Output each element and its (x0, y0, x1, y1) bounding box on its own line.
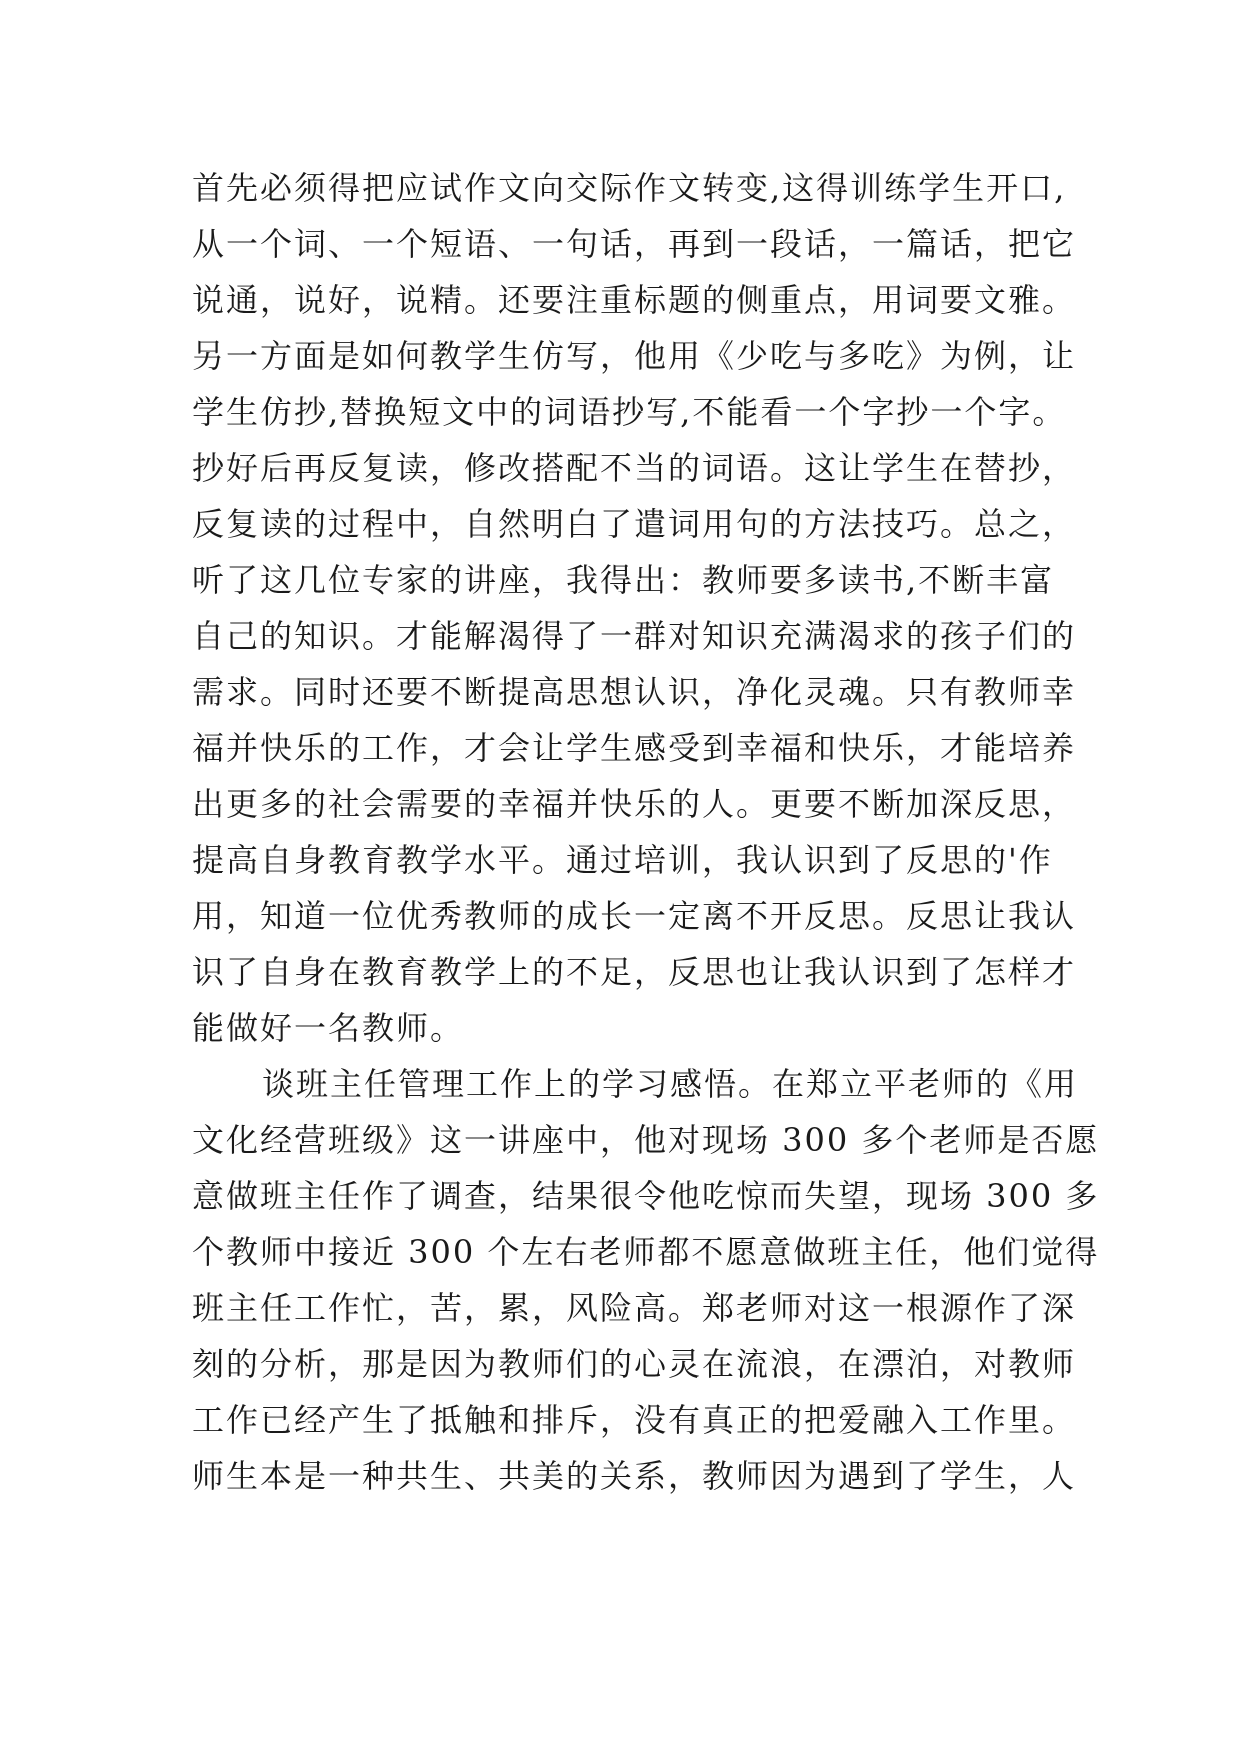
text-line: 另一方面是如何教学生仿写，他用《少吃与多吃》为例，让 (192, 337, 1077, 375)
text-line: 反复读的过程中，自然明白了遣词用句的方法技巧。总之， (192, 505, 1077, 543)
paragraph-first-line: 谈班主任管理工作上的学习感悟。在郑立平老师的《用 (262, 1065, 1079, 1103)
text-line: 福并快乐的工作，才会让学生感受到幸福和快乐，才能培养 (192, 729, 1077, 767)
text-line: 工作已经产生了抵触和排斥，没有真正的把爱融入工作里。 (192, 1401, 1077, 1439)
text-line: 自己的知识。才能解渴得了一群对知识充满渴求的孩子们的 (192, 617, 1077, 655)
text-line: 师生本是一种共生、共美的关系，教师因为遇到了学生，人 (192, 1457, 1077, 1495)
text-line: 意做班主任作了调查，结果很令他吃惊而失望，现场 300 多 (192, 1177, 1100, 1215)
text-line: 能做好一名教师。 (192, 1009, 465, 1047)
text-line: 刻的分析，那是因为教师们的心灵在流浪，在漂泊，对教师 (192, 1345, 1077, 1383)
text-line: 说通，说好，说精。还要注重标题的侧重点，用词要文雅。 (192, 281, 1077, 319)
text-line: 出更多的社会需要的幸福并快乐的人。更要不断加深反思， (192, 785, 1077, 823)
text-line: 用，知道一位优秀教师的成长一定离不开反思。反思让我认 (192, 897, 1077, 935)
text-line: 从一个词、一个短语、一句话，再到一段话，一篇话，把它 (192, 225, 1077, 263)
text-line: 个教师中接近 300 个左右老师都不愿意做班主任，他们觉得 (192, 1233, 1100, 1271)
text-line: 识了自身在教育教学上的不足，反思也让我认识到了怎样才 (192, 953, 1077, 991)
text-line: 学生仿抄,替换短文中的词语抄写,不能看一个字抄一个字。 (192, 393, 1067, 431)
text-line: 文化经营班级》这一讲座中，他对现场 300 多个老师是否愿 (192, 1121, 1100, 1159)
text-line: 首先必须得把应试作文向交际作文转变,这得训练学生开口, (192, 169, 1067, 207)
text-line: 提高自身教育教学水平。通过培训，我认识到了反思的'作 (192, 841, 1053, 879)
body-text (192, 160, 1100, 1504)
text-line: 需求。同时还要不断提高思想认识，净化灵魂。只有教师幸 (192, 673, 1077, 711)
text-line: 抄好后再反复读，修改搭配不当的词语。这让学生在替抄， (192, 449, 1077, 487)
text-line: 班主任工作忙，苦，累，风险高。郑老师对这一根源作了深 (192, 1289, 1077, 1327)
text-line: 听了这几位专家的讲座，我得出：教师要多读书,不断丰富 (192, 561, 1055, 599)
